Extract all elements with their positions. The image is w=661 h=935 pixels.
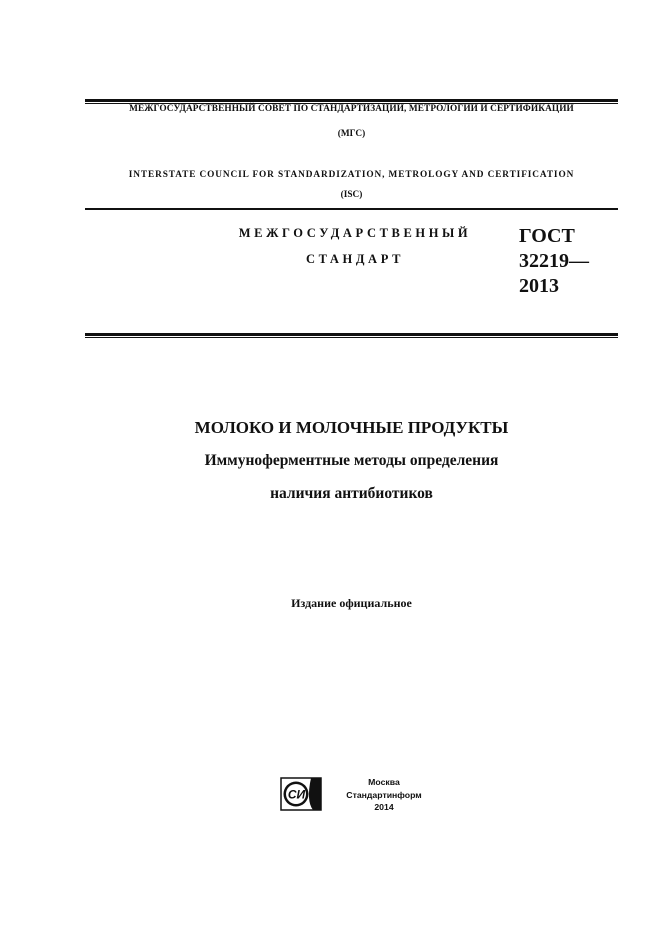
publisher-info [340,776,428,814]
council-name-en: INTERSTATE COUNCIL FOR STANDARDIZATION, METROLOGY AND CERTIFICATION [128,170,575,180]
council-abbr-ru: (МГС) [337,129,366,139]
publisher-year: 2014 [374,802,394,812]
publisher-name: Стандартинформ [346,789,422,800]
document-title: МОЛОКО И МОЛОЧНЫЕ ПРОДУКТЫ [194,418,509,437]
standard-designation [519,224,589,299]
standard-type-line2: СТАНДАРТ [305,252,405,266]
bottom-thin-rule [85,337,618,338]
council-abbr-en: (ISC) [340,190,363,200]
document-subtitle-line1: Иммуноферментные методы определения [204,452,499,469]
standard-type-line1: МЕЖГОСУДАРСТВЕННЫЙ [238,226,472,240]
svg-text:СИ: СИ [287,787,306,802]
publisher-city: Москва [368,777,400,787]
standard-number: 32219— [519,250,589,272]
standard-year: 2013 [519,275,559,297]
edition-note: Издание официальное [291,596,412,610]
standard-code: ГОСТ [519,225,575,247]
document-subtitle-line2: наличия антибиотиков [270,485,433,502]
council-name-ru: МЕЖГОСУДАРСТВЕННЫЙ СОВЕТ ПО СТАНДАРТИЗАЦИИ, МЕТРОЛОГИИ И СЕРТИФИКАЦИИ [129,104,574,114]
mid-rule [85,208,618,210]
publisher-logo-icon [280,777,322,811]
